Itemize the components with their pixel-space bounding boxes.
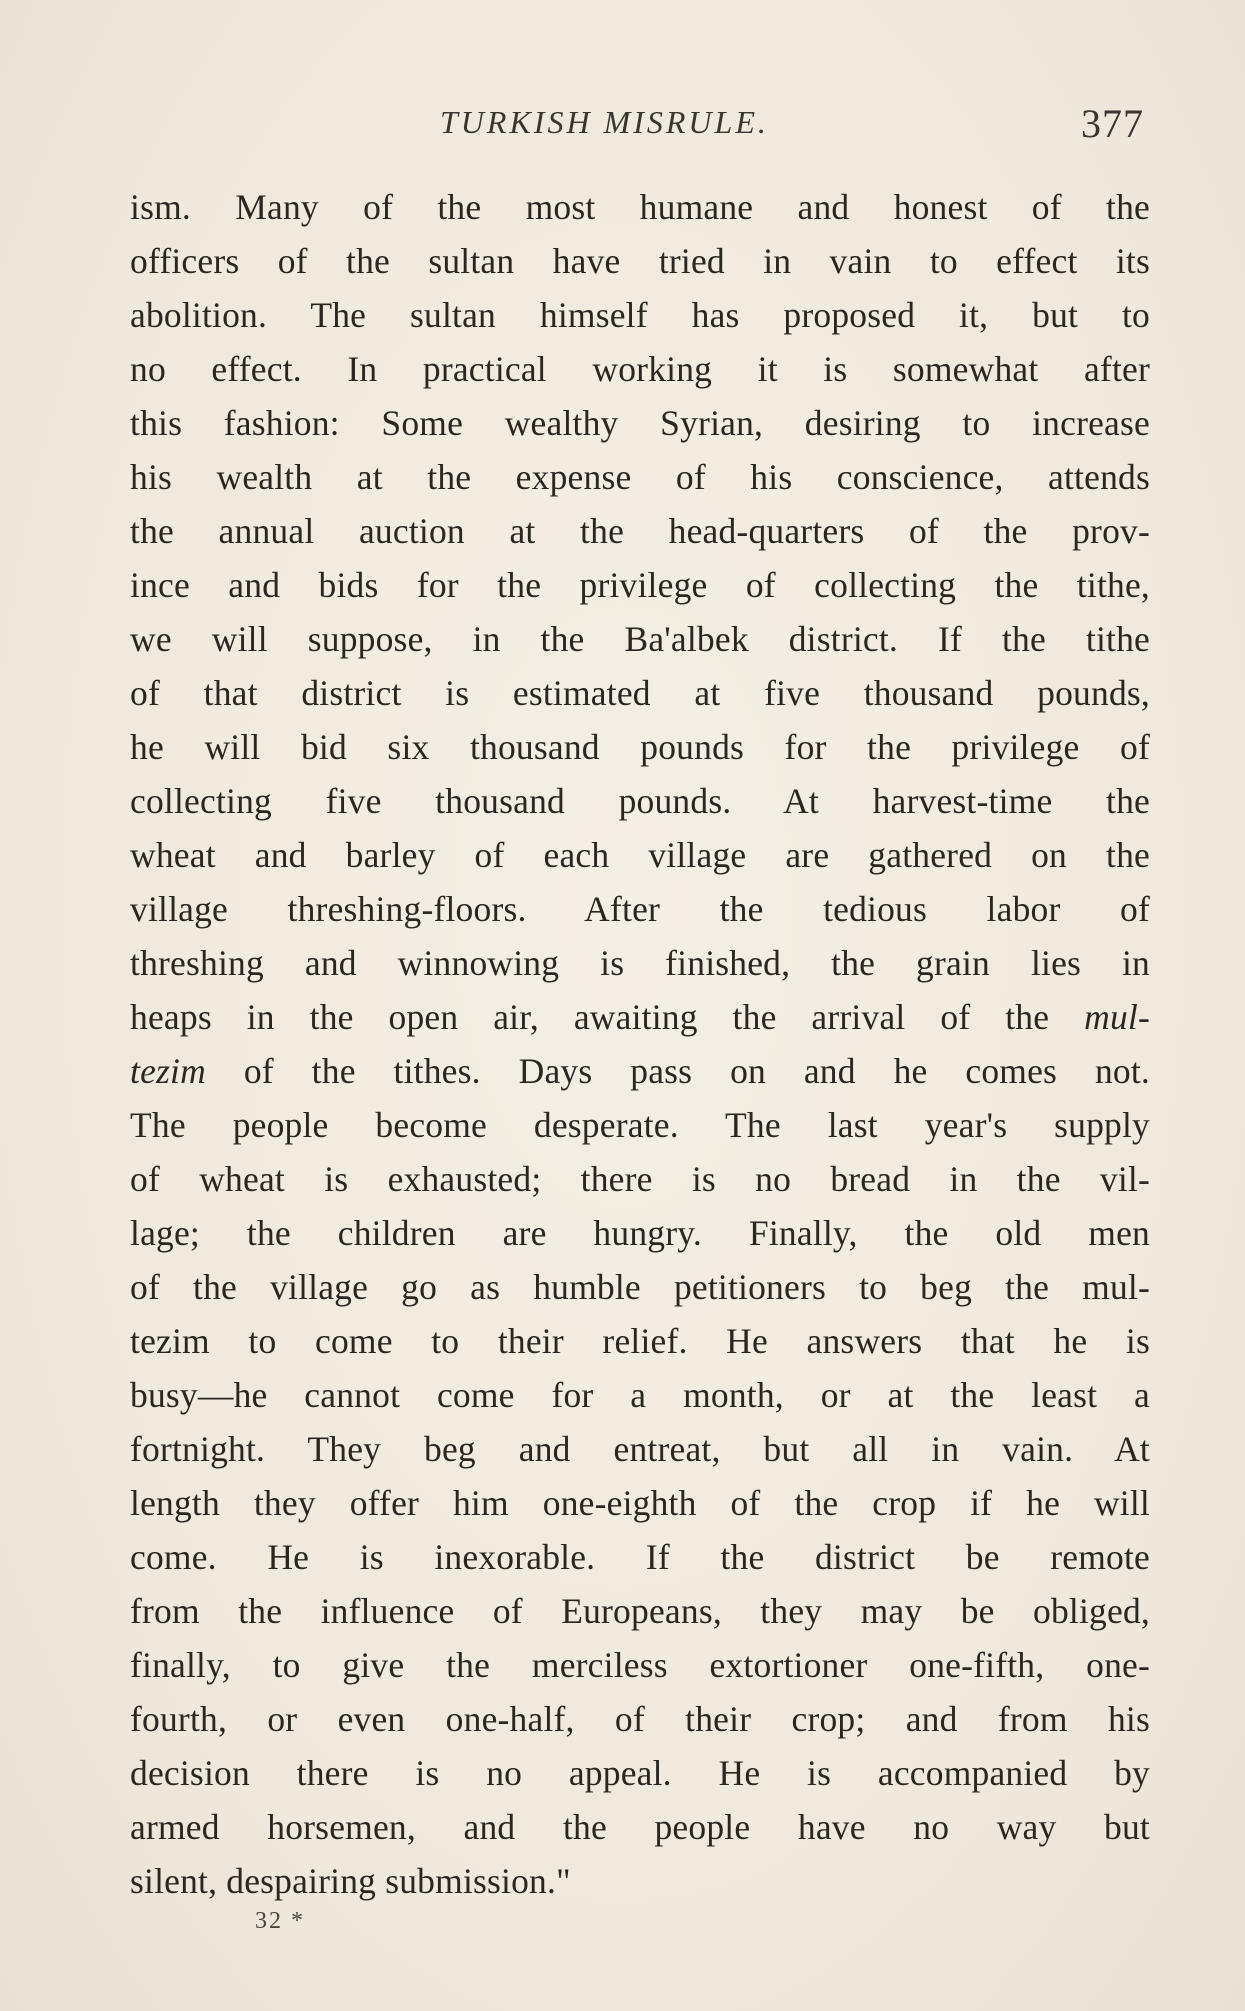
signature-mark: 32 *	[255, 1908, 305, 1934]
running-title: TURKISH MISRULE.	[440, 104, 769, 140]
text-line: of the village go as humble petitioners to beg the mul-	[130, 1267, 1150, 1307]
text-line: abolition. The sultan himself has proposed it, but to	[130, 295, 1150, 335]
text-line: armed horsemen, and the people have no way but	[130, 1807, 1150, 1847]
text-line: ism. Many of the most humane and honest of the	[130, 187, 1150, 227]
text-line: tezim to come to their relief. He answers that he is	[130, 1321, 1150, 1361]
text-line: fourth, or even one-half, of their crop; and from his	[130, 1699, 1150, 1739]
text-line: of wheat is exhausted; there is no bread in the vil-	[130, 1159, 1150, 1199]
text-line: he will bid six thousand pounds for the privilege of	[130, 727, 1150, 767]
text-line: length they offer him one-eighth of the crop if he will	[130, 1483, 1150, 1523]
text-line: ince and bids for the privilege of collecting the tithe,	[130, 565, 1150, 605]
text-line: no effect. In practical working it is somewhat after	[130, 349, 1150, 389]
text-line: collecting five thousand pounds. At harvest-time the	[130, 781, 1150, 821]
text-line: threshing and winnowing is finished, the grain lies in	[130, 943, 1150, 983]
page-number: 377	[1081, 101, 1144, 146]
text-line: lage; the children are hungry. Finally, the old men	[130, 1213, 1150, 1253]
text-line: busy—he cannot come for a month, or at the least a	[130, 1375, 1150, 1415]
text-line: fortnight. They beg and entreat, but all in vain. At	[130, 1429, 1150, 1469]
text-line: his wealth at the expense of his conscience, attends	[130, 457, 1150, 497]
text-line: The people become desperate. The last year's supply	[130, 1105, 1150, 1145]
text-line: the annual auction at the head-quarters of the prov-	[130, 511, 1150, 551]
italic-term: mul-	[1084, 997, 1150, 1037]
text-line: this fashion: Some wealthy Syrian, desiring to increase	[130, 403, 1150, 443]
text-line: of that district is estimated at five thousand pounds,	[130, 673, 1150, 713]
body-text	[130, 180, 1150, 1908]
text-line: tezim of the tithes. Days pass on and he comes not.	[130, 1051, 1150, 1091]
italic-term: tezim	[130, 1051, 206, 1091]
text-line: come. He is inexorable. If the district be remote	[130, 1537, 1150, 1577]
text-line: officers of the sultan have tried in vain to effect its	[130, 241, 1150, 281]
text-line: heaps in the open air, awaiting the arrival of the mul-	[130, 997, 1150, 1037]
running-head	[130, 100, 1150, 150]
text-line: silent, despairing submission."	[130, 1861, 571, 1901]
text-line: village threshing-floors. After the tedious labor of	[130, 889, 1150, 929]
text-line: we will suppose, in the Ba'albek district. If the tithe	[130, 619, 1150, 659]
text-line: from the influence of Europeans, they may be obliged,	[130, 1591, 1150, 1631]
text-line: finally, to give the merciless extortioner one-fifth, one-	[130, 1645, 1150, 1685]
text-line: wheat and barley of each village are gathered on the	[130, 835, 1150, 875]
text-line: decision there is no appeal. He is accompanied by	[130, 1753, 1150, 1793]
